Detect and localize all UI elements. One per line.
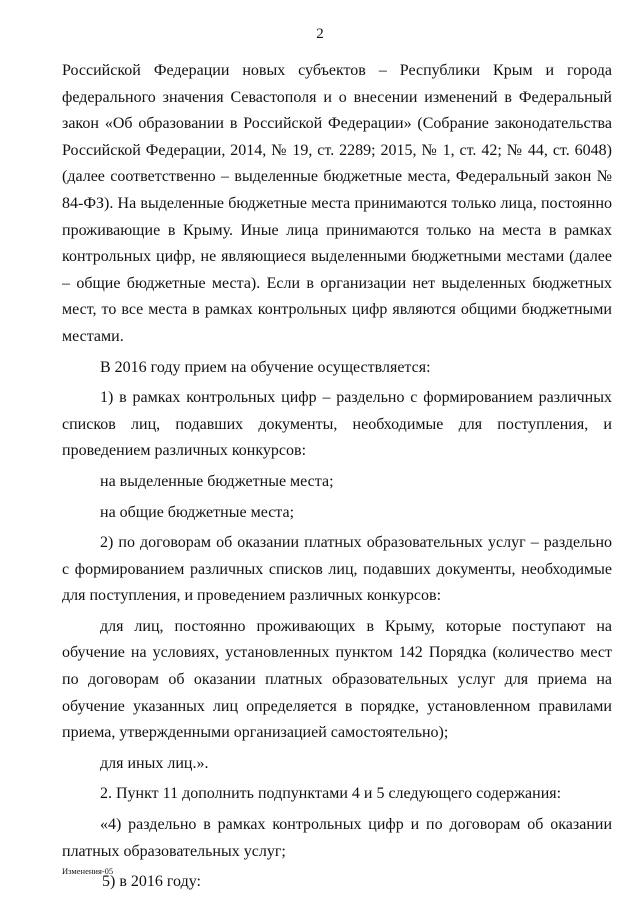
page-number: 2 <box>316 26 324 42</box>
paragraph-item-1: 1) в рамках контрольных цифр – раздельно с формированием различных списков лиц, подавших документы, необходимые для поступления, и проведением различных конкурсов: <box>62 389 612 460</box>
paragraph-subitem-4: «4) раздельно в рамках контрольных цифр и по договорам об оказании платных образовательных услуг; <box>62 816 612 860</box>
paragraph-item-2: 2) по договорам об оказании платных образовательных услуг – раздельно с формированием различных списков лиц, подавших документы, необходимые для поступления, и проведением различных конкурсов: <box>62 534 612 605</box>
document-body <box>62 58 612 896</box>
paragraph-point-11: 2. Пункт 11 дополнить подпунктами 4 и 5 следующего содержания: <box>100 785 562 803</box>
paragraph-other-persons: для иных лиц.». <box>100 754 209 772</box>
paragraph-subitem-5: 5) в 2016 году: <box>102 873 201 891</box>
paragraph-crimea-residents: для лиц, постоянно проживающих в Крыму, которые поступают на обучение на условиях, установленных пунктом 142 Порядка (количество мест по договорам об оказании платных образовательных услуг для приема на обучение указанных лиц определяется в порядке, установленном правилами приема, утвержденными организацией самостоятельно); <box>62 617 612 742</box>
paragraph-general-places: на общие бюджетные места; <box>100 503 295 521</box>
paragraph-intro: Российской Федерации новых субъектов – Республики Крым и города федерального значения Севастополя и о внесении изменений в Федеральный закон «Об образовании в Российской Федерации» (Собрание законодательства Российской Федерации, 2014, № 19, ст. 2289; 2015, № 1, ст. 42; № 44, ст. 6048) (далее соответственно – выделенные бюджетные места, Федеральный закон № 84-ФЗ). На выделенные бюджетные места принимаются только лица, постоянно проживающие в Крыму. Иные лица принимаются только на места в рамках контрольных цифр, не являющиеся выделенными бюджетными местами (далее – общие бюджетные места). Если в организации нет выделенных бюджетных мест, то все места в рамках контрольных цифр являются общими бюджетными местами. <box>62 62 612 345</box>
footer-code: Изменения-05 <box>62 866 114 876</box>
paragraph-allocated-places: на выделенные бюджетные места; <box>100 472 334 490</box>
paragraph-2016-admission: В 2016 году прием на обучение осуществляется: <box>100 358 431 376</box>
